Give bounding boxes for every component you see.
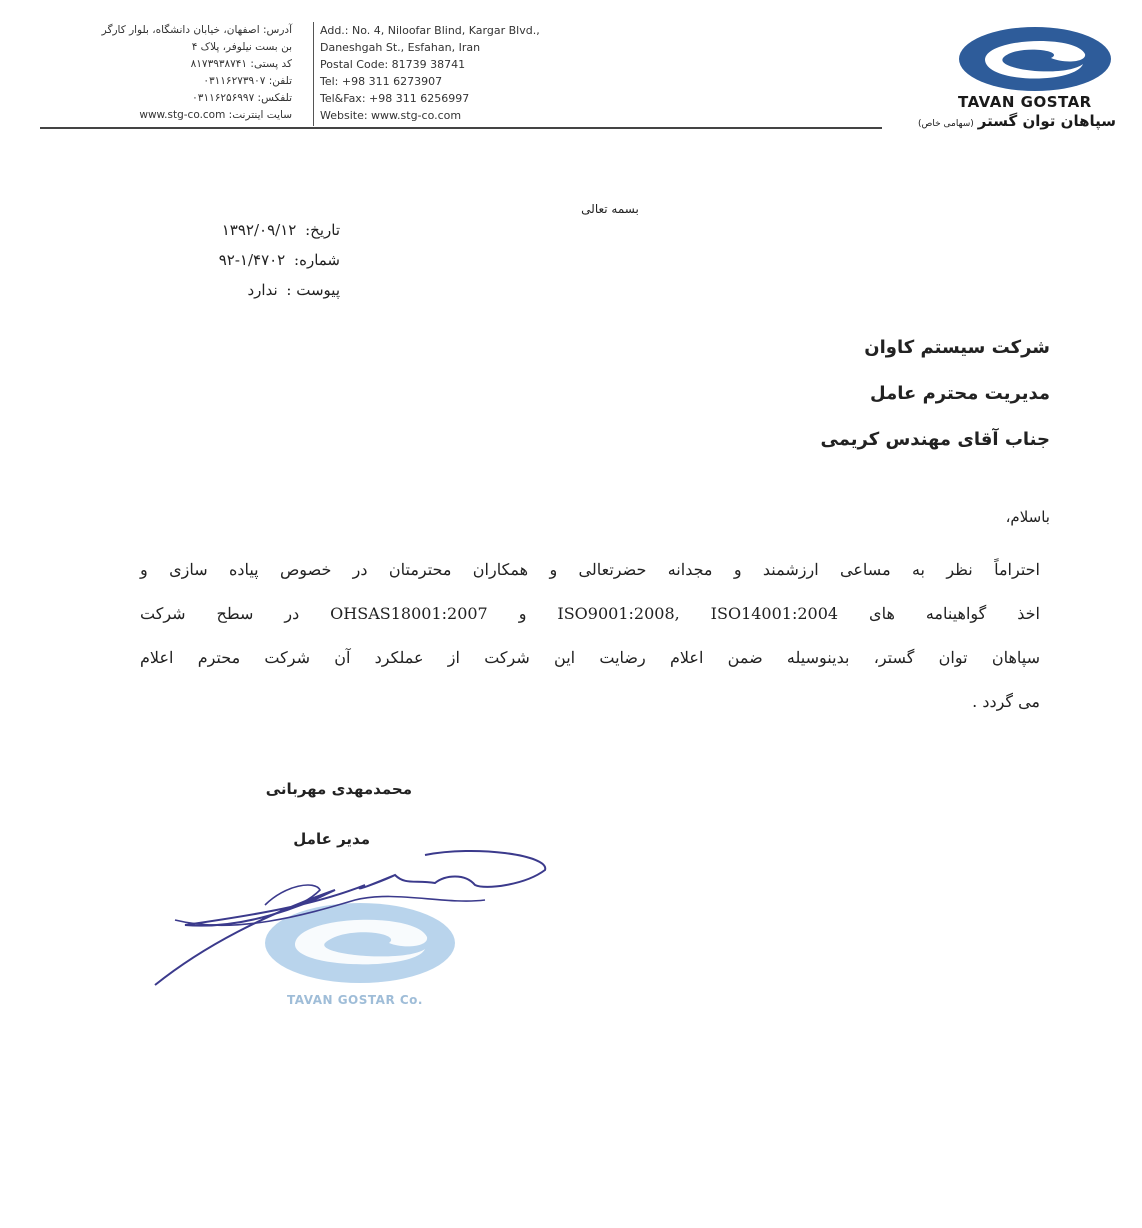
- greeting: باسلام،: [1005, 508, 1050, 526]
- en-address-line: Tel: +98 311 6273907: [320, 75, 443, 88]
- en-address-line: Tel&Fax: +98 311 6256997: [320, 92, 470, 105]
- number-row: [140, 245, 340, 275]
- fa-address-line: کد پستی: ۸۱۷۳۹۳۸۷۴۱: [190, 58, 292, 70]
- recipient-company: شرکت سیستم کاوان: [864, 337, 1050, 358]
- english-address-block: [320, 22, 620, 124]
- brand-company-type: (سهامی خاص): [917, 119, 974, 129]
- number-label: شماره:: [294, 251, 340, 269]
- brand-name-persian-main: سپاهان توان گستر: [977, 112, 1116, 130]
- persian-address-block: [32, 22, 292, 124]
- brand-name-persian: [880, 112, 1116, 130]
- attachment-row: [140, 275, 340, 305]
- recipient-person: جناب آقای مهندس کریمی: [820, 429, 1050, 450]
- attachment-label: پیوست :: [286, 281, 340, 299]
- brand-name-english: TAVAN GOSTAR: [958, 93, 1092, 111]
- basmala: بسمه تعالی: [581, 202, 639, 216]
- fa-address-line: تلفکس: ۰۳۱۱۶۲۵۶۹۹۷: [192, 92, 292, 104]
- attachment-value: ندارد: [247, 281, 278, 299]
- signature-stamp-icon: [145, 845, 565, 995]
- date-label: تاریخ:: [305, 221, 340, 239]
- body-line: اخذ گواهینامه های ISO9001:2008, ISO14001:2004 و OHSAS18001:2007 در سطح شرکت: [140, 604, 1040, 623]
- en-address-line: Add.: No. 4, Niloofar Blind, Kargar Blvd.,: [320, 24, 540, 37]
- en-address-line: Daneshgah St., Esfahan, Iran: [320, 41, 481, 54]
- number-value: ۹۲-۱/۴۷۰۲: [218, 251, 286, 269]
- signer-title: مدیر عامل: [293, 830, 370, 848]
- en-address-line: Postal Code: 81739 38741: [320, 58, 466, 71]
- signer-name: محمدمهدی مهربانی: [265, 780, 412, 798]
- body-line: سپاهان توان گستر، بدینوسیله ضمن اعلام رضایت این شرکت از عملکرد آن شرکت محترم اعلام: [140, 648, 1040, 667]
- recipient-block: [700, 325, 1050, 463]
- en-address-line: Website: www.stg-co.com: [320, 109, 462, 122]
- fa-address-line: سایت اینترنت: www.stg-co.com: [139, 109, 292, 121]
- header-divider-horizontal: [40, 127, 882, 129]
- header-divider-vertical: [313, 22, 314, 126]
- body-line: می گردد .: [972, 692, 1040, 711]
- letter-meta: [140, 215, 340, 305]
- letter-body: [140, 548, 1040, 724]
- date-row: [140, 215, 340, 245]
- recipient-role: مدیریت محترم عامل: [870, 383, 1050, 404]
- date-value: ۱۳۹۲/۰۹/۱۲: [221, 221, 297, 239]
- fa-address-line: بن بست نیلوفر، پلاک ۴: [191, 41, 292, 53]
- fa-address-line: تلفن: ۰۳۱۱۶۲۷۳۹۰۷: [203, 75, 292, 87]
- stamp-text: TAVAN GOSTAR Co.: [287, 993, 423, 1007]
- fa-address-line: آدرس: اصفهان، خیابان دانشگاه، بلوار کارگر: [101, 24, 292, 36]
- company-logo-icon: [955, 24, 1115, 94]
- body-line: احتراماً نظر به مساعی ارزشمند و مجدانه حضرتعالی و همکاران محترمتان در خصوص پیاده سازی و: [140, 560, 1040, 579]
